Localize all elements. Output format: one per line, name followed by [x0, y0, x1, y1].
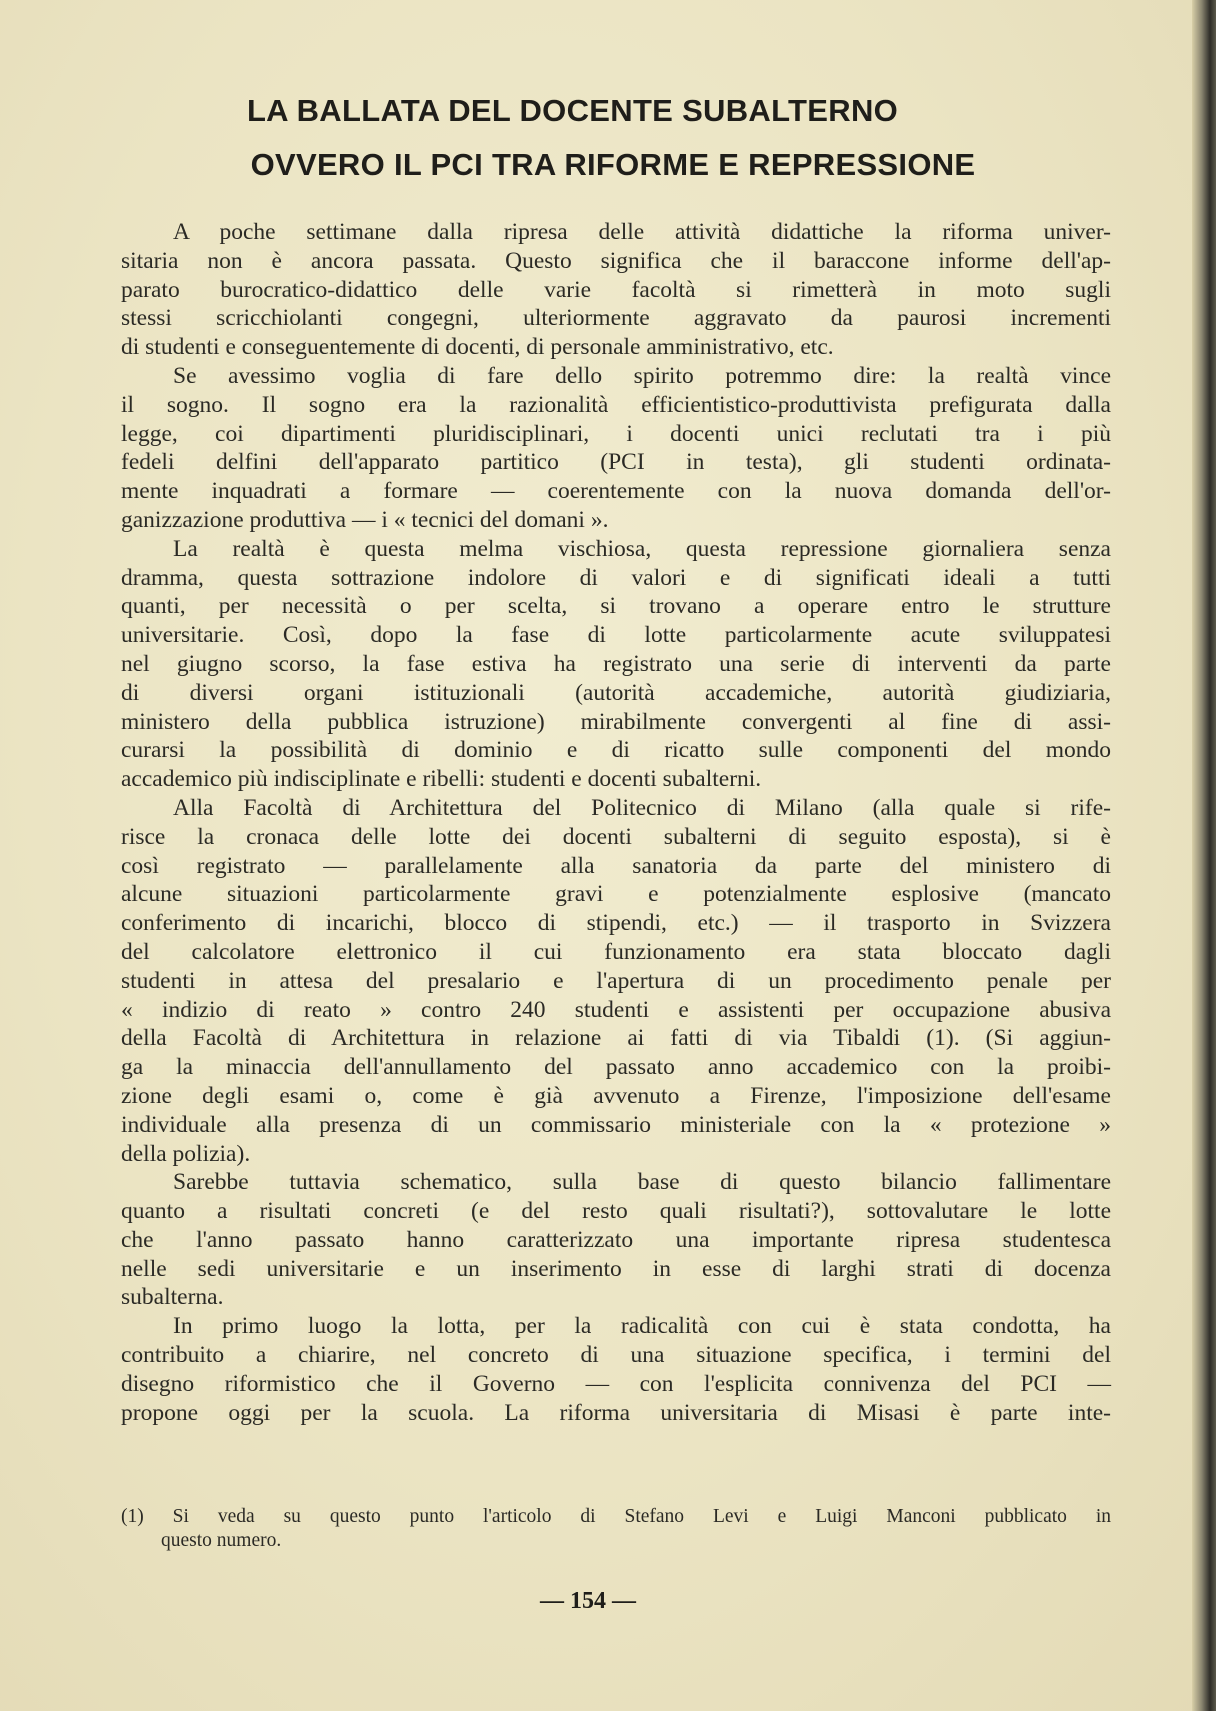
body-line: così registrato — parallelamente alla sanatoria da parte del ministero di — [121, 852, 1111, 879]
body-line: zione degli esami o, come è già avvenuto a Firenze, l'imposizione dell'esame — [121, 1082, 1111, 1109]
article-body — [121, 218, 1111, 1427]
body-line: ganizzazione produttiva — i « tecnici del domani ». — [121, 506, 609, 533]
body-line: risce la cronaca delle lotte dei docenti subalterni di seguito esposta), si è — [121, 823, 1111, 850]
body-line: conferimento di incarichi, blocco di stipendi, etc.) — il trasporto in Svizzera — [121, 910, 1111, 937]
body-line: della Facoltà di Architettura in relazione ai fatti di via Tibaldi (1). (Si aggiun- — [121, 1025, 1111, 1052]
page-edge-shadow — [1192, 0, 1216, 1711]
body-line: accademico più indisciplinate e ribelli: studenti e docenti subalterni. — [121, 766, 762, 793]
page-number: — 154 — — [540, 1588, 636, 1614]
body-line: « indizio di reato » contro 240 studenti e assistenti per occupazione abusiva — [121, 996, 1111, 1023]
body-line: nel giugno scorso, la fase estiva ha registrato una serie di interventi da parte — [121, 650, 1111, 677]
body-line: il sogno. Il sogno era la razionalità efficientistico-produttivista prefigurata dalla — [121, 391, 1111, 418]
body-line: propone oggi per la scuola. La riforma universitaria di Misasi è parte inte- — [121, 1399, 1111, 1426]
body-line: subalterna. — [121, 1284, 224, 1311]
body-line: parato burocratico-didattico delle varie facoltà si rimetterà in moto sugli — [121, 276, 1111, 303]
body-line: mente inquadrati a formare — coerentemente con la nuova domanda dell'or- — [121, 478, 1111, 505]
body-line: ga la minaccia dell'annullamento del passato anno accademico con la proibi- — [121, 1054, 1111, 1081]
body-line: individuale alla presenza di un commissario ministeriale con la « protezione » — [121, 1111, 1111, 1138]
body-line: del calcolatore elettronico il cui funzionamento era stata bloccato dagli — [121, 938, 1111, 965]
footnote-line: questo numero. — [161, 1530, 282, 1551]
body-line: nelle sedi universitarie e un inserimento in esse di larghi strati di docenza — [121, 1255, 1111, 1282]
footnote — [121, 1505, 1111, 1553]
body-line: studenti in attesa del presalario e l'apertura di un procedimento penale per — [121, 967, 1111, 994]
footnote-line: (1) Si veda su questo punto l'articolo di Stefano Levi e Luigi Manconi pubblicato in — [121, 1506, 1111, 1527]
body-line: fedeli delfini dell'apparato partitico (PCI in testa), gli studenti ordinata- — [121, 449, 1111, 476]
body-line: stessi scricchiolanti congegni, ulteriormente aggravato da paurosi incrementi — [121, 305, 1111, 332]
body-line: La realtà è questa melma vischiosa, questa repressione giornaliera senza — [173, 535, 1111, 562]
body-line: Alla Facoltà di Architettura del Politecnico di Milano (alla quale si rife- — [173, 794, 1111, 821]
body-line: ministero della pubblica istruzione) mirabilmente convergenti al fine di assi- — [121, 708, 1111, 735]
body-line: che l'anno passato hanno caratterizzato una importante ripresa studentesca — [121, 1226, 1111, 1253]
body-line: quanto a risultati concreti (e del resto quali risultati?), sottovalutare le lotte — [121, 1198, 1111, 1225]
title-line-2: OVVERO IL PCI TRA RIFORME E REPRESSIONE — [250, 147, 976, 182]
body-line: di diversi organi istituzionali (autorità accademiche, autorità giudiziaria, — [121, 679, 1111, 706]
body-line: alcune situazioni particolarmente gravi e potenzialmente esplosive (mancato — [121, 881, 1111, 908]
body-line: contribuito a chiarire, nel concreto di una situazione specifica, i termini del — [121, 1342, 1111, 1369]
body-line: A poche settimane dalla ripresa delle attività didattiche la riforma univer- — [173, 219, 1111, 245]
article-title — [100, 95, 1100, 180]
body-line: sitaria non è ancora passata. Questo significa che il baraccone informe dell'ap- — [121, 247, 1111, 274]
body-line: della polizia). — [121, 1140, 251, 1167]
body-line: dramma, questa sottrazione indolore di valori e di significati ideali a tutti — [121, 564, 1111, 591]
body-line: legge, coi dipartimenti pluridisciplinari, i docenti unici reclutati tra i più — [121, 420, 1111, 447]
body-line: curarsi la possibilità di dominio e di ricatto sulle componenti del mondo — [121, 737, 1111, 764]
body-line: Sarebbe tuttavia schematico, sulla base di questo bilancio fallimentare — [173, 1169, 1111, 1196]
body-line: In primo luogo la lotta, per la radicalità con cui è stata condotta, ha — [173, 1313, 1111, 1340]
body-line: di studenti e conseguentemente di docenti, di personale amministrativo, etc. — [121, 334, 834, 361]
body-line: universitarie. Così, dopo la fase di lotte particolarmente acute sviluppatesi — [121, 622, 1111, 649]
title-line-1: LA BALLATA DEL DOCENTE SUBALTERNO — [246, 93, 899, 128]
body-line: quanti, per necessità o per scelta, si trovano a operare entro le strutture — [121, 593, 1111, 620]
body-line: Se avessimo voglia di fare dello spirito potremmo dire: la realtà vince — [173, 362, 1111, 389]
body-line: disegno riformistico che il Governo — con l'esplicita connivenza del PCI — — [121, 1370, 1111, 1397]
